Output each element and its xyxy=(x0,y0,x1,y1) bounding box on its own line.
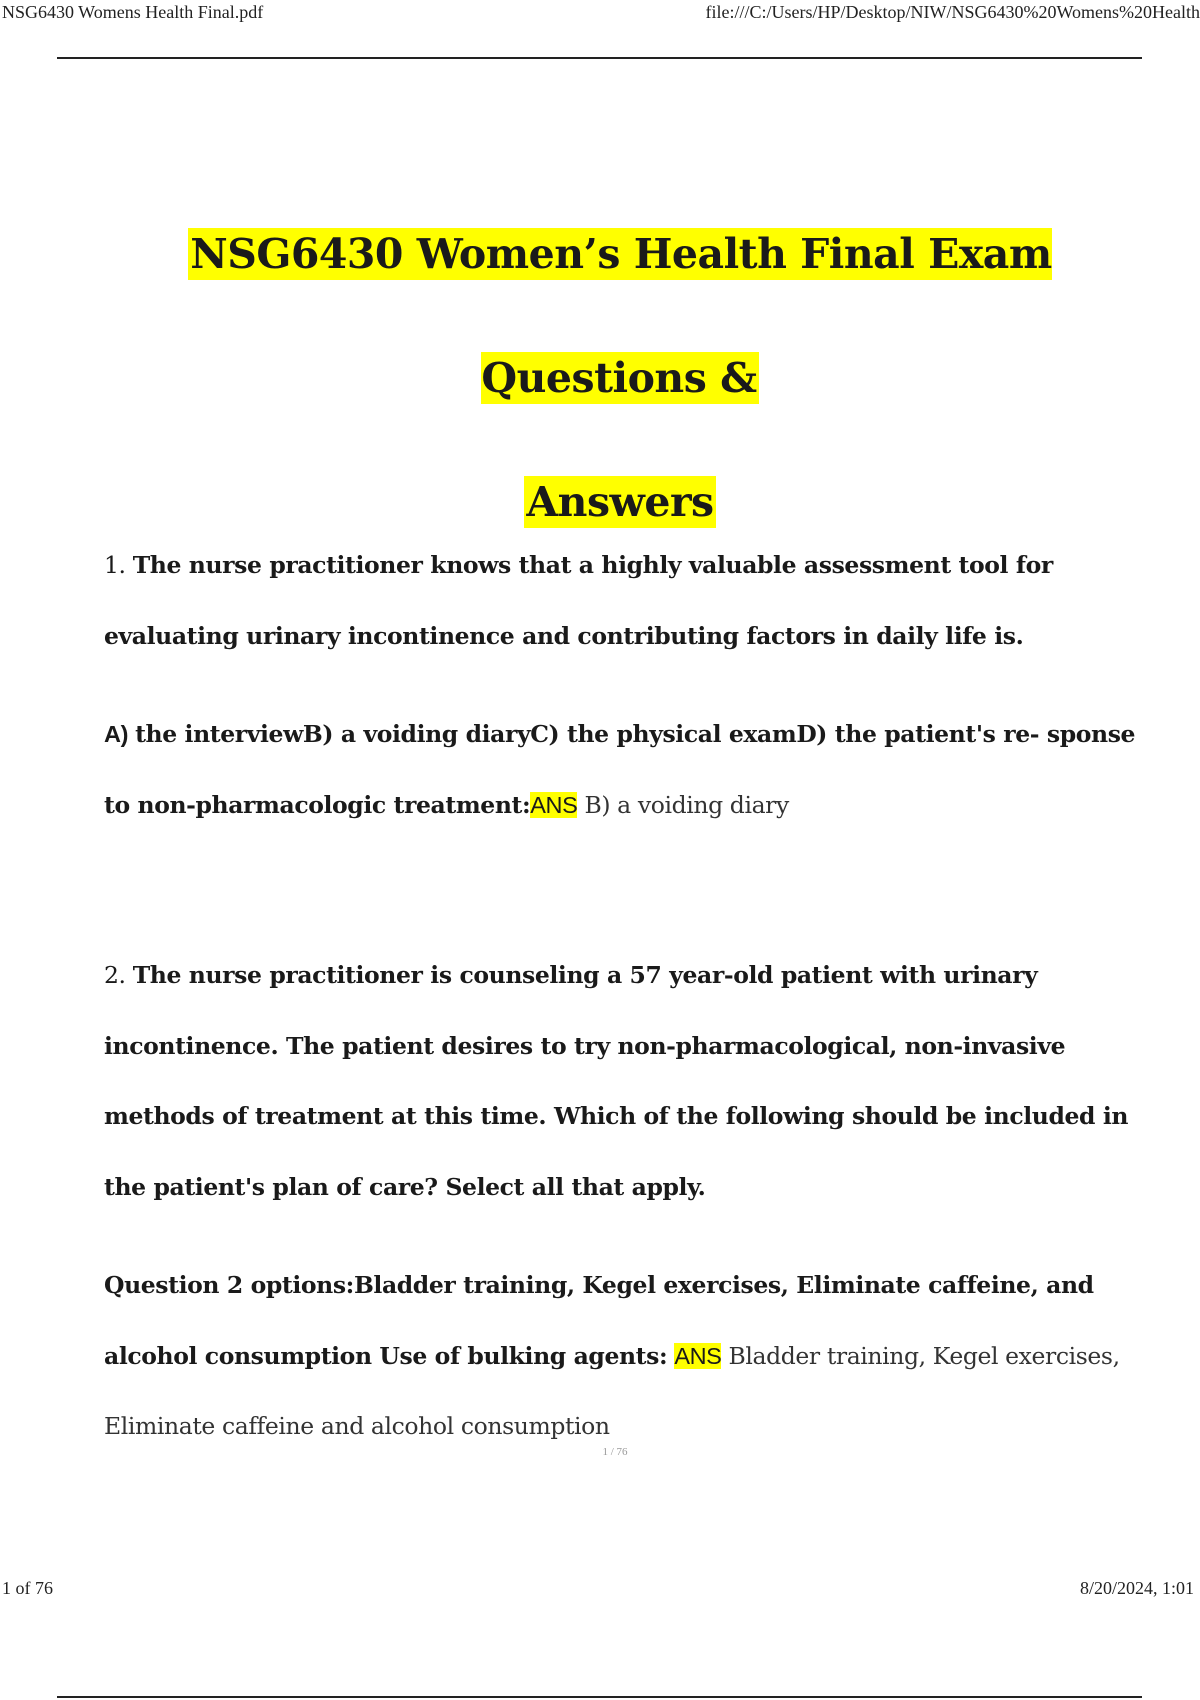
file-path: file:///C:/Users/HP/Desktop/NIW/NSG6430%20Womens%20Health xyxy=(705,2,1200,22)
question-content xyxy=(104,530,1144,1462)
header-rule xyxy=(57,57,1142,59)
title-line-2: Answers xyxy=(526,478,714,526)
footer-rule xyxy=(57,1696,1142,1698)
question-2-stem xyxy=(104,940,1144,1222)
question-1-options-text: the interviewB) a voiding diaryC) the physical examD) the patient's re- sponse to non-pharmacologic treatment: xyxy=(104,720,1136,819)
page-count: 1 of 76 xyxy=(2,1578,53,1598)
question-2-answer: Bladder training, Kegel exercises, Eliminate caffeine and alcohol consumption xyxy=(104,1341,1120,1440)
question-1-options xyxy=(104,699,1144,840)
question-2-options xyxy=(104,1250,1144,1462)
document-name: NSG6430 Womens Health Final.pdf xyxy=(2,2,264,22)
question-1-stem xyxy=(104,530,1144,671)
print-header xyxy=(0,2,1200,26)
question-1-text: The nurse practitioner knows that a highly valuable assessment tool for evaluating urinary incontinence and contributing factors in daily life is. xyxy=(104,551,1053,650)
page-title xyxy=(100,192,1140,564)
title-line-1: NSG6430 Women’s Health Final Exam Questions & xyxy=(190,230,1052,402)
question-2-ans-label: ANS xyxy=(674,1342,722,1369)
page-number-mark: 1 / 76 xyxy=(602,1446,628,1458)
question-1-ans-label: ANS xyxy=(530,791,578,818)
question-1-option-a-label: A) xyxy=(104,721,128,747)
question-2-number: 2. xyxy=(104,961,126,989)
question-1-number: 1. xyxy=(104,551,126,579)
print-timestamp: 8/20/2024, 1:01 xyxy=(1079,1578,1194,1598)
question-1-answer: B) a voiding diary xyxy=(584,790,789,819)
question-2-text: The nurse practitioner is counseling a 57 year-old patient with urinary incontinence. The patient desires to try non-pharmacological, non-invasive methods of treatment at this time. Which of the following should be included in the patient's plan of care? Select all that apply. xyxy=(104,961,1129,1201)
print-footer xyxy=(0,1578,1200,1602)
question-2-options-text: Question 2 options:Bladder training, Kegel exercises, Eliminate caffeine, and alcohol consumption Use of bulking agents: xyxy=(104,1271,1094,1370)
